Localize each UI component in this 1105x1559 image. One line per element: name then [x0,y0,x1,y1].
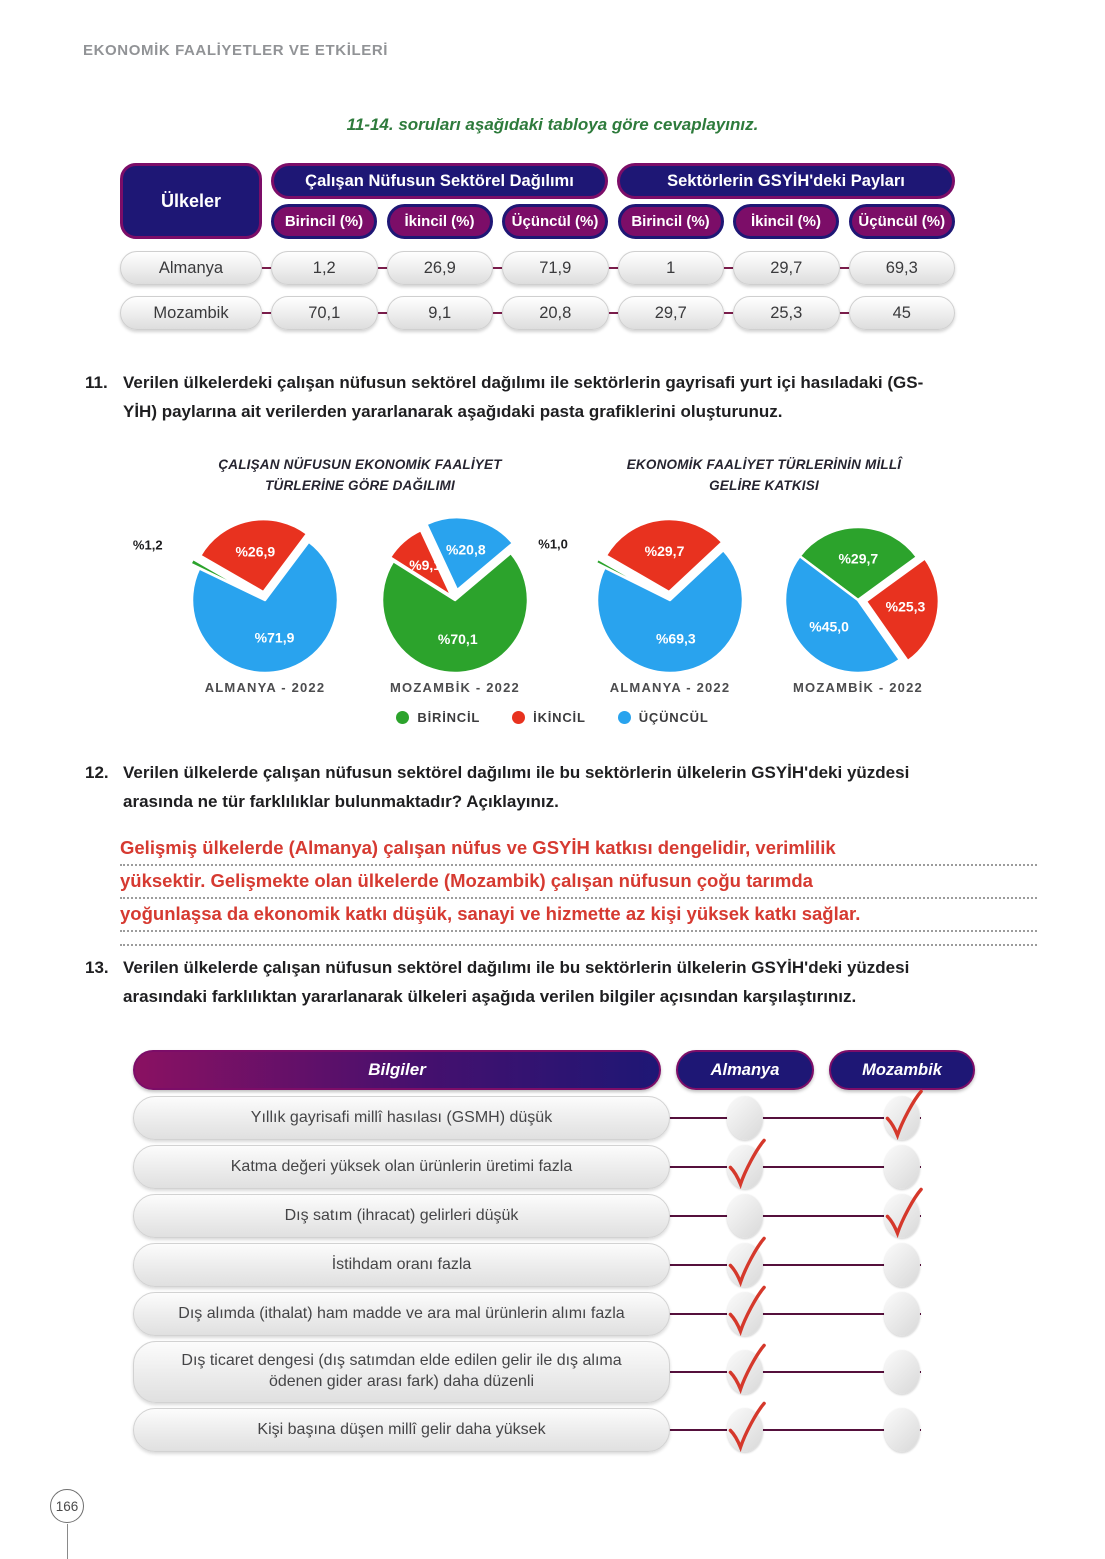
sector-data-table [120,163,955,333]
connector-dash [840,267,849,269]
legend-item-ucuncul: ÜÇÜNCÜL [618,710,709,725]
pie-slice-label: %1,2 [132,537,163,553]
value-cell: 25,3 [733,296,840,330]
value-cell: 26,9 [387,251,494,285]
comparison-table-header [133,1050,975,1090]
mozambik-column-header: Mozambik [829,1050,975,1090]
question-13 [85,953,1037,1011]
pie-slice-label: %69,3 [655,630,696,647]
question-12-line: Verilen ülkelerde çalışan nüfusun sektörel dağılımı ile bu sektörlerin ülkelerin GSYİH'deki yüzdesi [123,763,910,782]
legend-item-birincil: BİRİNCİL [396,710,480,725]
answer-oval[interactable] [727,1194,763,1238]
red-checkmark [722,1342,768,1396]
row-connector-line [653,1264,921,1266]
answer-oval[interactable] [884,1350,920,1394]
value-cell: 29,7 [733,251,840,285]
row-label-pill: Yıllık gayrisafi millî hasılası (GSMH) düşük [133,1096,670,1140]
subheader-tertiary-1: Üçüncül (%) [502,204,608,239]
row-label-pill: Dış satım (ihracat) gelirleri düşük [133,1194,670,1238]
connector-dash [724,267,733,269]
value-cell: 20,8 [502,296,609,330]
connector-dash [724,312,733,314]
connector-dash [262,267,271,269]
instruction-text: 11-14. soruları aşağıdaki tabloya göre cevaplayınız. [346,115,759,134]
red-checkmark [879,1186,925,1240]
connector-dash [840,312,849,314]
subheader-secondary-1: İkincil (%) [387,204,493,239]
pie-slice-label: %29,7 [644,542,685,559]
question-11-line: Verilen ülkelerdeki çalışan nüfusun sektörel dağılımı ile sektörlerin gayrisafi yurt içi hasıladaki (GS- [123,373,924,392]
pie-slice-label: %20,8 [445,541,486,558]
ucuncul-color-dot [618,711,631,724]
answer-oval[interactable] [884,1408,920,1452]
pie-chart-almanya-gdp [538,505,775,695]
group-header-employment: Çalışan Nüfusun Sektörel Dağılımı [271,163,608,199]
value-cell: 9,1 [387,296,494,330]
red-checkmark [722,1400,768,1454]
country-cell: Almanya [120,251,262,285]
ikincil-color-dot [512,711,525,724]
row-label-pill: Kişi başına düşen millî gelir daha yüksek [133,1408,670,1452]
birincil-color-dot [396,711,409,724]
question-11-line: YİH) paylarına ait verilerden yararlanarak aşağıdaki pasta grafiklerini oluşturunuz. [123,402,783,421]
chart-title-right: EKONOMİK FAALİYET TÜRLERİNİN MİLLÎ GELİRE KATKISI [626,457,902,493]
answer-oval[interactable] [727,1096,763,1140]
value-cell: 71,9 [502,251,609,285]
comparison-row [133,1243,975,1287]
question-11-number: 11. [85,373,108,392]
info-column-header: Bilgiler [133,1050,661,1090]
red-checkmark [722,1137,768,1191]
value-cell: 1 [618,251,725,285]
subheader-primary-2: Birincil (%) [618,204,724,239]
subheader-primary-1: Birincil (%) [271,204,377,239]
pie-slice-label: %71,9 [254,629,295,646]
connector-dash [493,267,502,269]
pie-caption: ALMANYA - 2022 [204,680,326,695]
comparison-row [133,1096,975,1140]
pie-legend [0,710,1105,725]
question-13-line: arasındaki farklılıktan yararlanarak ülkeleri aşağıda verilen bilgiler açısından karşılaştırınız. [123,987,857,1006]
value-cell: 45 [849,296,956,330]
answer-oval[interactable] [884,1243,920,1287]
connector-dash [493,312,502,314]
row-connector-line [653,1429,921,1431]
red-checkmark [879,1088,925,1142]
comparison-row [133,1194,975,1238]
pie-slice-label: %1,0 [538,536,568,552]
connector-dash [262,312,271,314]
pie-slice-label: %70,1 [437,630,478,647]
connector-dash [378,267,387,269]
page-number-line [67,1524,68,1559]
chapter-header: EKONOMİK FAALİYETLER VE ETKİLERİ [83,42,389,59]
value-cell: 29,7 [618,296,725,330]
question-11 [85,368,1037,426]
row-label-pill: Katma değeri yüksek olan ürünlerin üretimi fazla [133,1145,670,1189]
question-13-line: Verilen ülkelerde çalışan nüfusun sektörel dağılımı ile bu sektörlerin ülkelerin GSYİH'deki yüzdesi [123,958,910,977]
comparison-row [133,1341,975,1403]
comparison-table-rows [133,1096,975,1457]
pie-chart-almanya-employment [132,505,370,695]
red-checkmark [722,1284,768,1338]
table-corner-header: Ülkeler [120,163,262,239]
legend-item-ikincil: İKİNCİL [512,710,586,725]
pie-slice-label: %9,1 [409,556,442,573]
pie-caption: ALMANYA - 2022 [609,680,731,695]
pie-chart-mozambik-employment [350,505,560,695]
question-13-number: 13. [85,958,109,977]
answer-oval[interactable] [884,1145,920,1189]
connector-dash [378,312,387,314]
pie-caption: MOZAMBİK - 2022 [390,680,520,695]
answer-oval[interactable] [884,1292,920,1336]
almanya-column-header: Almanya [676,1050,814,1090]
comparison-row [133,1292,975,1336]
value-cell: 69,3 [849,251,956,285]
value-cell: 1,2 [271,251,378,285]
pie-slice-label: %25,3 [885,598,926,615]
question-12 [85,758,1037,816]
subheader-secondary-2: İkincil (%) [733,204,839,239]
row-connector-line [653,1371,921,1373]
question-12-line: arasında ne tür farklılıklar bulunmaktadır? Açıklayınız. [123,792,559,811]
chart-title-left: ÇALIŞAN NÜFUSUN EKONOMİK FAALİYET TÜRLERİNE GÖRE DAĞILIMI [218,457,502,493]
page-number-badge: 166 [50,1489,84,1523]
pie-slice-label: %45,0 [809,618,849,635]
red-checkmark [722,1235,768,1289]
row-connector-line [653,1313,921,1315]
question-12-answer [120,833,1037,946]
comparison-row [133,1145,975,1189]
answer-line: yüksektir. Gelişmekte olan ülkelerde (Mozambik) çalışan nüfusun çoğu tarımda [120,866,1037,899]
row-label-pill: Dış alımda (ithalat) ham madde ve ara mal ürünlerin alımı fazla [133,1292,670,1336]
connector-dash [609,312,618,314]
answer-line: Gelişmiş ülkelerde (Almanya) çalışan nüfus ve GSYİH katkısı dengelidir, verimlilik [120,833,1037,866]
answer-line: yoğunlaşsa da ekonomik katkı düşük, sanayi ve hizmette az kişi yüksek katkı sağlar. [120,899,1037,932]
connector-dash [609,267,618,269]
pie-chart-mozambik-gdp [753,505,963,695]
pie-slice-label: %29,7 [838,550,879,567]
pie-caption: MOZAMBİK - 2022 [793,680,923,695]
comparison-row [133,1408,975,1452]
row-label-pill: Dış ticaret dengesi (dış satımdan elde edilen gelir ile dış alıma ödenen gider arası fark) daha düzenli [133,1341,670,1403]
question-12-number: 12. [85,763,109,782]
subheader-tertiary-2: Üçüncül (%) [849,204,956,239]
row-label-pill: İstihdam oranı fazla [133,1243,670,1287]
value-cell: 70,1 [271,296,378,330]
group-header-gdp: Sektörlerin GSYİH'deki Payları [617,163,955,199]
pie-slice-label: %26,9 [235,543,276,560]
answer-line-empty [120,932,1037,946]
row-connector-line [653,1166,921,1168]
country-cell: Mozambik [120,296,262,330]
